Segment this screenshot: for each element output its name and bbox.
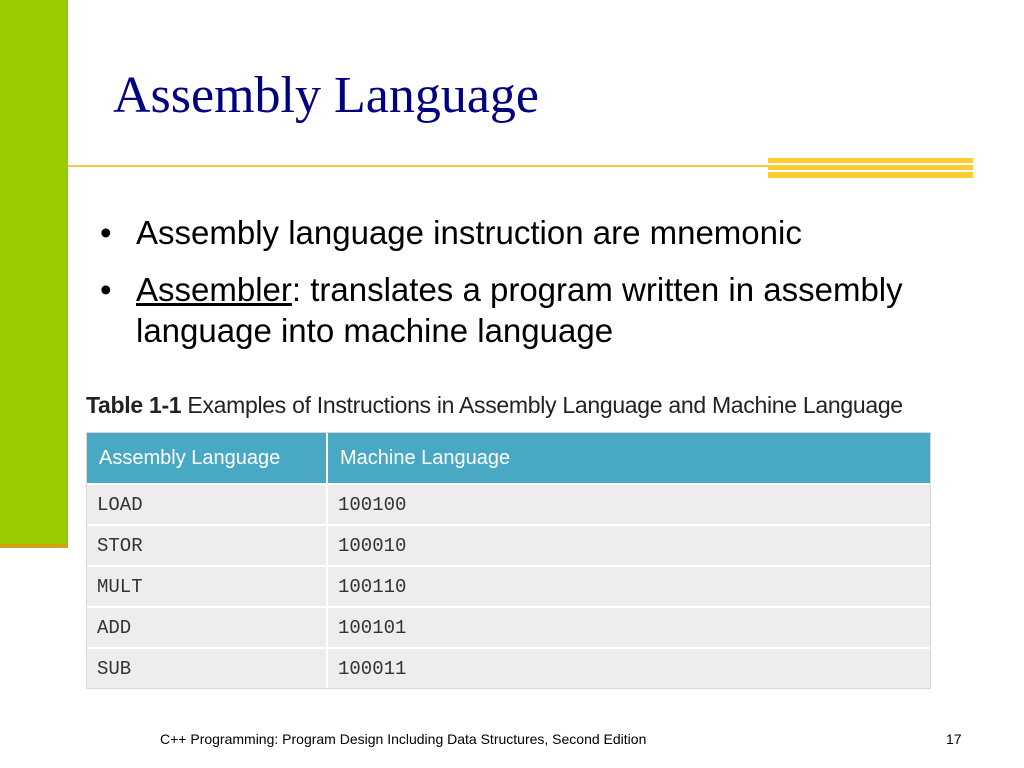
- column-header-machine: Machine Language: [327, 433, 930, 484]
- slide-footer: C++ Programming: Program Design Including Data Structures, Second Edition: [160, 731, 647, 747]
- assembly-cell: STOR: [87, 525, 327, 566]
- bullet-text: : translates a program written in assembly language into machine language: [136, 271, 903, 349]
- bullet-term: Assembler: [136, 271, 292, 308]
- slide-title: Assembly Language: [113, 67, 540, 124]
- left-bar-edge: [0, 544, 68, 548]
- table-label: Table 1-1: [86, 392, 182, 418]
- bullet-text: Assembly language instruction are mnemonic: [136, 214, 802, 251]
- table-row: [87, 566, 930, 607]
- assembly-cell: LOAD: [87, 484, 327, 525]
- assembly-cell: ADD: [87, 607, 327, 648]
- table-row: [87, 607, 930, 648]
- table-row: [87, 648, 930, 688]
- bullet-item: [100, 269, 980, 351]
- table-header-row: [87, 433, 930, 484]
- machine-cell: 100100: [327, 484, 930, 525]
- machine-cell: 100010: [327, 525, 930, 566]
- instruction-table: [87, 433, 930, 688]
- column-header-assembly: Assembly Language: [87, 433, 327, 484]
- accent-stripes: [768, 158, 973, 178]
- left-decorative-bar: [0, 0, 68, 548]
- machine-cell: 100110: [327, 566, 930, 607]
- table-row: [87, 484, 930, 525]
- bullet-list: [100, 212, 980, 367]
- bullet-icon: •: [100, 271, 112, 308]
- assembly-cell: SUB: [87, 648, 327, 688]
- table-caption: [86, 392, 931, 419]
- page-number: 17: [946, 731, 962, 747]
- bullet-item: [100, 212, 980, 253]
- assembly-cell: MULT: [87, 566, 327, 607]
- instruction-table-frame: [86, 432, 931, 689]
- machine-cell: 100011: [327, 648, 930, 688]
- machine-cell: 100101: [327, 607, 930, 648]
- bullet-icon: •: [100, 214, 112, 251]
- table-caption-text: Examples of Instructions in Assembly Language and Machine Language: [187, 392, 903, 418]
- table-row: [87, 525, 930, 566]
